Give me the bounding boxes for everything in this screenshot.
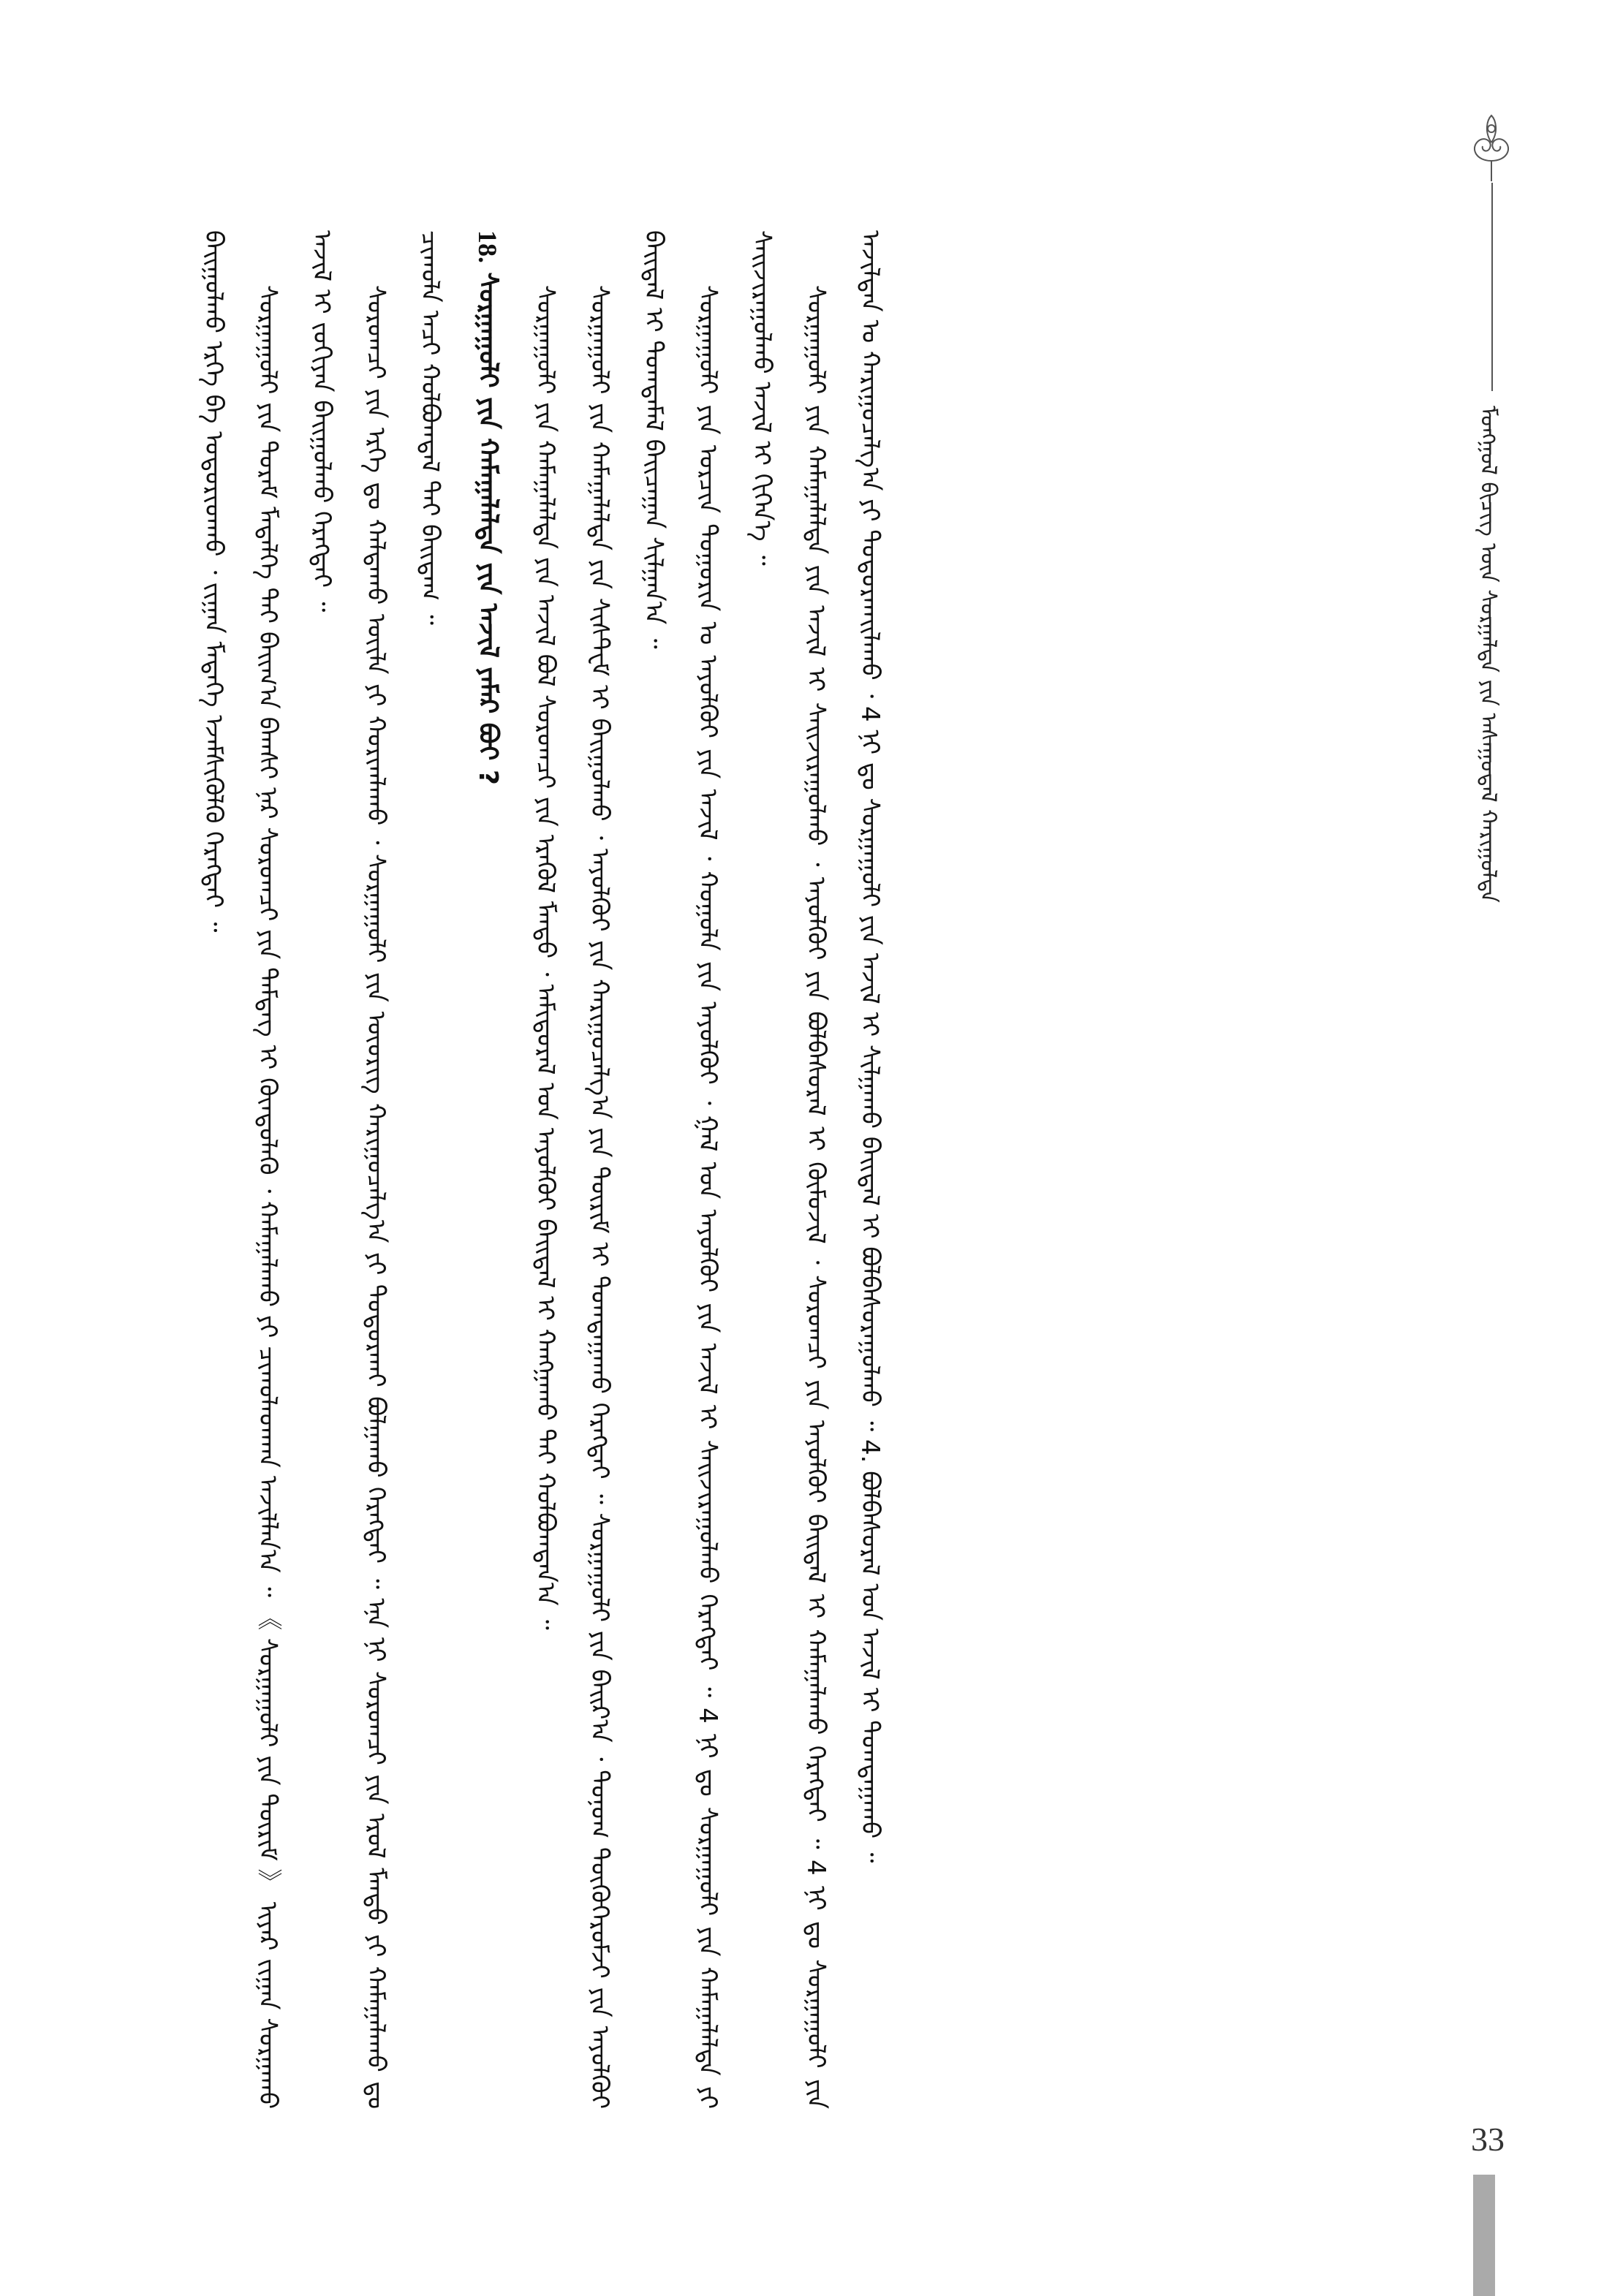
paragraph: ᠰᠤᠷᠭᠠᠭᠤᠯᠢ ᠶᠢᠨ ᠬᠠᠮᠠᠭᠠᠯᠠᠯᠲᠠ ᠶᠢᠨ ᠰᠢᠰᠲᠧᠮ ᠢ ᠪᠠᠢᠭᠤᠯᠬᠤ ᠂ ᠠᠶᠤᠯᠭᠦᠢ ᠶᠢᠨ ᠬᠠᠷᠢᠭᠤᠴᠠᠯᠭ᠎ᠠ ᠶᠢᠨ ᠳᠦᠷᠢᠮ ᠢ ᠲᠣᠭᠲᠠᠭᠠᠬᠤ ᠬᠡᠷᠡᠭᠲᠡᠢ ᠃ ᠰᠤᠷᠭᠠᠭᠤᠯᠢ ᠶᠢᠨ ᠪᠠᠢᠷ᠎ᠠ ᠂ ᠲᠣᠨᠤᠭ ᠲᠦᠬᠦᠭᠡᠷᠦᠮᠵᠢ ᠶᠢᠨ ᠠᠶᠤᠯᠭᠦᠢ ᠪᠠᠢᠳᠠᠯ ᠢ ᠲᠣᠭᠲᠠᠮᠠᠯ ᠪᠠᠢᠴᠠᠭᠠᠨ ᠰᠢᠯᠭᠠᠨ᠎ᠠ ᠃ xyxy=(585,230,668,2109)
thumb-tab xyxy=(1473,2175,1495,2296)
paragraph: ᠰᠤᠷᠤᠭᠴᠢ ᠶᠢᠨ ᠡᠷᠬᠡ ᠳᠤ ᠬᠠᠯᠳᠠᠬᠤ ᠦᠢᠯᠡ ᠶᠢ ᠬᠤᠷᠢᠭᠯᠠᠬᠤ ᠂ ᠰᠤᠷᠭᠠᠭᠤᠯᠢ ᠶᠢᠨ ᠦᠦᠷᠢᠭ ᠬᠠᠷᠢᠭᠤᠴᠠᠯᠭ᠎ᠠ ᠶᠢ ᠲᠣᠳᠣᠷᠬᠠᠢ ᠪᠣᠯᠭᠠᠬᠤ ᠬᠡᠷᠡᠭᠲᠡᠢ ᠃ ᠡᠨᠡ ᠨᠢ ᠰᠤᠷᠤᠭᠴᠢ ᠶᠢᠨ ᠡᠷᠦᠯ ᠮᠡᠨᠳᠦ ᠶᠢ ᠬᠠᠮᠠᠭᠠᠯᠠᠬᠤ ᠳᠤ ᠴᠢᠬᠤᠯᠠ ᠠᠴᠢ ᠬᠤᠯᠪᠤᠭᠳᠠᠯ ᠲᠠᠢ ᠪᠠᠢᠳᠠᠭ ᠃ xyxy=(361,230,444,2109)
decorative-ornament-icon xyxy=(1455,110,1528,183)
paragraph: ᠰᠤᠷᠭᠠᠭᠤᠯᠢ ᠶᠢᠨ ᠬᠠᠮᠠᠭᠠᠯᠠᠯᠲᠠ ᠶᠢᠨ ᠠᠵᠢᠯ ᠪᠣᠯ ᠰᠤᠷᠤᠭᠴᠢ ᠶᠢᠨ ᠡᠷᠡᠭᠦᠯ ᠮᠡᠨᠳᠦ ᠂ ᠠᠮᠢᠳᠤᠷᠠᠯ ᠤᠨ ᠠᠶᠤᠯᠭᠦᠢ ᠪᠠᠢᠳᠠᠯ ᠢ ᠬᠠᠩᠭᠠᠬᠤ ᠲᠠᠢ ᠬᠣᠯᠪᠣᠭᠳᠠᠨ᠎ᠠ ᠃ xyxy=(531,284,560,1630)
question-number: 18. xyxy=(473,230,502,263)
paragraph: ᠰᠤᠷᠭᠠᠭᠤᠯᠢ ᠶᠢᠨ ᠳᠤᠷᠠᠮ ᠮᠡᠳᠡᠯᠭᠡ ᠲᠡᠢ ᠪᠠᠢᠭ᠎ᠠ ᠪᠠᠭᠰᠢ ᠨᠠᠷ ᠰᠤᠷᠤᠭᠴᠢ ᠶᠢᠨ ᠲᠡᠮᠳᠡᠭ ᠢ ᠬᠦᠨᠳᠦᠯᠡᠬᠦ ᠂ ᠬᠠᠮᠠᠭᠠᠯᠠᠬᠤ ᠶᠢ ᠴᠢᠬᠤᠯᠠᠳᠬᠠᠨ ᠠᠵᠢᠯᠯᠠᠨ᠎ᠠ ᠃ 《 ᠰᠤᠷᠭᠠᠭᠤᠯᠢ ᠶᠢᠨ ᠳᠦᠷᠢᠮ 》 ᠢᠶᠡᠷ ᠵᠢᠭᠠᠨ ᠰᠤᠷᠭᠠᠬᠤ ᠠᠵᠢᠯ ᠢ ᠵᠤᠬᠢᠶᠠᠨ ᠪᠠᠢᠭᠤᠯᠬᠤ ᠬᠡᠷᠡᠭᠲᠡᠢ ᠃ xyxy=(253,230,336,2109)
question-text: ᠰᠤᠷᠭᠠᠭᠤᠯᠢ ᠶᠢᠨ ᠬᠠᠮᠠᠭᠠᠯᠠᠯᠲᠠ ᠶᠢᠨ ᠠᠵᠢᠯ ᠶᠠᠮᠠᠷ ᠪᠤᠢ ? xyxy=(473,272,503,785)
question-heading xyxy=(457,230,518,2109)
paragraph: ᠰᠤᠷᠭᠠᠭᠤᠯᠢ ᠶᠢᠨ ᠣᠷᠴᠢᠨ ᠲᠣᠭᠣᠷᠢᠨ ᠤ ᠠᠶᠤᠯᠭᠦᠢ ᠶᠢᠨ ᠠᠵᠢᠯ ᠂ ᠬᠣᠭᠣᠯᠠ ᠶᠢᠨ ᠠᠶᠤᠯᠭᠦᠢ ᠂ ᠭᠠᠯ ᠤᠨ ᠠᠶᠤᠯᠭᠦᠢ ᠶᠢᠨ ᠠᠵᠢᠯ ᠢ ᠰᠠᠢᠵᠢᠷᠠᠭᠤᠯᠬᠤ ᠬᠡᠷᠡᠭᠲᠡᠢ ᠃ 4 ᠨᠢ ᠳᠤ ᠰᠤᠷᠭᠠᠭᠤᠯᠢ ᠶᠢᠨ ᠬᠠᠮᠠᠭᠠᠯᠠᠯᠲᠠ ᠶᠢ ᠰᠠᠢᠵᠢᠷᠠᠭᠤᠯᠬᠤ ᠠᠵᠢᠯ ᠢ ᠬᠢᠭᠡᠨ᠎ᠡ ᠃ xyxy=(693,230,776,2109)
page-number: 33 xyxy=(1471,2121,1505,2158)
paragraph: ᠪᠠᠢᠭᠤᠯᠬᠤ ᠡᠷᠬᠡ ᠪᠡ ᠤᠳᠤᠷᠢᠳᠬᠤ ᠂ ᠵᠢᠭᠠᠨ ᠮᠡᠳᠡᠭᠡ ᠡᠵᠡᠮᠰᠢᠭᠦᠯᠬᠦ ᠬᠡᠷᠡᠭᠲᠡᠢ ᠃ xyxy=(199,230,228,933)
paragraph: ᠰᠤᠷᠭᠠᠭᠤᠯᠢ ᠶᠢᠨ ᠬᠠᠮᠠᠭᠠᠯᠠᠯᠲᠠ ᠶᠢᠨ ᠠᠵᠢᠯ ᠢ ᠰᠠᠢᠵᠢᠷᠠᠭᠤᠯᠬᠤ ᠂ ᠠᠶᠤᠯᠭᠦᠢ ᠶᠢᠨ ᠪᠣᠯᠪᠠᠰᠤᠷᠠᠯ ᠢ ᠬᠦᠮᠦᠵᠢᠯ ᠂ ᠰᠤᠷᠤᠭᠴᠢ ᠶᠢᠨ ᠠᠶᠤᠯᠭᠦᠢ ᠪᠠᠢᠳᠠᠯ ᠢ ᠬᠠᠮᠠᠭᠠᠯᠠᠬᠤ ᠬᠡᠷᠡᠭᠲᠡᠢ ᠃ 4 ᠨᠢ ᠳᠤ ᠰᠤᠷᠭᠠᠭᠤᠯᠢ ᠶᠢᠨ ᠠᠵᠢᠯᠲᠠᠨ ᠤ ᠬᠠᠷᠢᠭᠤᠴᠠᠯᠭ᠎ᠠ ᠶᠢ ᠲᠣᠳᠣᠷᠬᠠᠢᠯᠠᠬᠤ ᠂ 4 ᠨᠢ ᠳᠤ ᠰᠤᠷᠭᠠᠭᠤᠯᠢ ᠶᠢᠨ ᠠᠵᠢᠯ ᠢ ᠰᠢᠯᠭᠠᠬᠤ ᠪᠠᠢᠳᠠᠯ ᠢ ᠪᠣᠯᠪᠠᠰᠤᠷᠠᠭᠤᠯᠬᠤ ᠃ 4. ᠪᠣᠯᠪᠠᠰᠤᠷᠠᠯ ᠤᠨ ᠠᠵᠢᠯ ᠢ ᠲᠣᠭᠲᠠᠭᠠᠬᠤ ᠃ xyxy=(801,230,885,2109)
main-text-block xyxy=(186,230,1356,2109)
running-header: ᠮᠣᠩᠭᠣᠯ ᠪᠢᠴᠢᠭ ᠦᠨ ᠰᠤᠷᠭᠠᠯᠲᠠ ᠶᠢᠨ ᠠᠰᠠᠭᠤᠳᠠᠯ ᠬᠠᠷᠢᠭᠤᠯᠲᠠ xyxy=(1475,406,1501,903)
header-rule xyxy=(1491,183,1493,391)
